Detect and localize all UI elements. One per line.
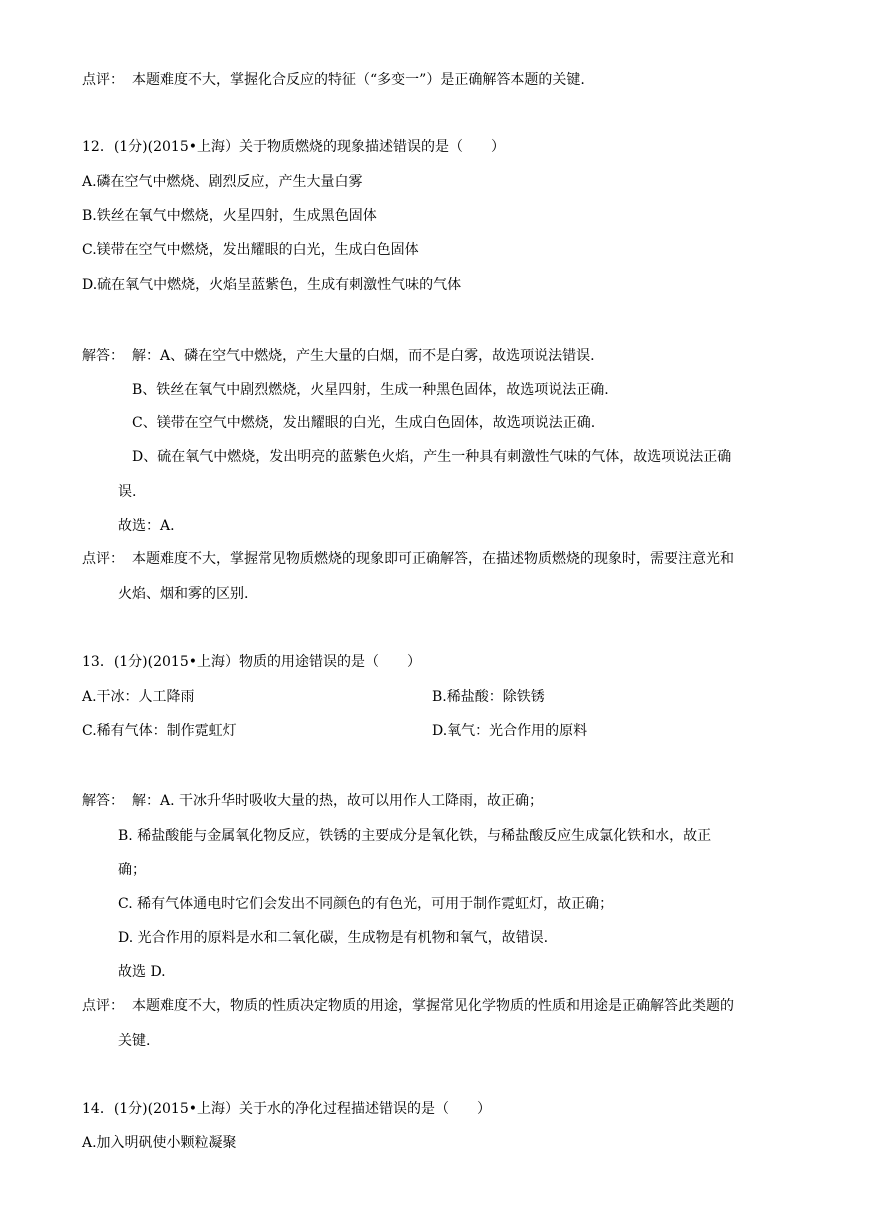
question-12-stem: 12．(1分)(2015•上海）关于物质燃烧的现象描述错误的是（ ） [82,139,505,155]
q12-comment-line: 火焰、烟和雾的区别. [118,586,249,602]
q13-answer-line: B. 稀盐酸能与金属氧化物反应，铁锈的主要成分是氧化铁，与稀盐酸反应生成氯化铁和水，故正 [118,828,712,844]
q13-answer-label: 解答： [82,793,124,809]
q12-option-c: C.镁带在空气中燃烧，发出耀眼的白光，生成白色固体 [82,242,419,258]
comment-text: 本题难度不大，掌握化合反应的特征（“多变一”）是正确解答本题的关键. [132,72,585,88]
q13-answer-line: 解：A. 干冰升华时吸收大量的热，故可以用作人工降雨，故正确； [132,793,544,809]
q13-option-b: B.稀盐酸：除铁锈 [432,689,545,705]
q13-answer-line: 确； [118,862,146,878]
q12-option-b: B.铁丝在氧气中燃烧，火星四射，生成黑色固体 [82,208,377,224]
q13-answer-line: C. 稀有气体通电时它们会发出不同颜色的有色光，可用于制作霓虹灯，故正确； [118,896,614,912]
q12-answer-choice: 故选：A. [118,518,175,534]
question-14-stem: 14．(1分)(2015•上海）关于水的净化过程描述错误的是（ ） [82,1101,491,1117]
q12-comment-line: 本题难度不大，掌握常见物质燃烧的现象即可正确解答，在描述物质燃烧的现象时，需要注意光和 [132,551,734,567]
q12-answer-line: 误. [118,484,137,500]
q13-comment-line: 关键. [118,1033,151,1049]
question-13-stem: 13．(1分)(2015•上海）物质的用途错误的是（ ） [82,654,421,670]
q14-option-a: A.加入明矾使小颗粒凝聚 [82,1135,237,1151]
q12-answer-label: 解答： [82,348,124,364]
q13-option-d: D.氧气：光合作用的原料 [432,723,588,739]
q12-answer-line: D、硫在氧气中燃烧，发出明亮的蓝紫色火焰，产生一种具有刺激性气味的气体，故选项说法正确 [132,449,732,465]
q13-comment-label: 点评： [82,998,124,1014]
q13-option-c: C.稀有气体：制作霓虹灯 [82,723,237,739]
q13-answer-choice: 故选 D. [118,964,166,980]
q12-option-a: A.磷在空气中燃烧、剧烈反应，产生大量白雾 [82,174,363,190]
q12-answer-line: B、铁丝在氧气中剧烈燃烧，火星四射，生成一种黑色固体，故选项说法正确. [132,382,609,398]
q13-comment-line: 本题难度不大，物质的性质决定物质的用途，掌握常见化学物质的性质和用途是正确解答此类题的 [132,998,734,1014]
q12-answer-line: 解：A、磷在空气中燃烧，产生大量的白烟，而不是白雾，故选项说法错误. [132,348,595,364]
q12-answer-line: C、镁带在空气中燃烧，发出耀眼的白光，生成白色固体，故选项说法正确. [132,415,596,431]
q13-option-a: A.干冰：人工降雨 [82,689,195,705]
comment-label: 点评： [82,72,124,88]
q13-answer-line: D. 光合作用的原料是水和二氧化碳，生成物是有机物和氧气，故错误. [118,930,549,946]
q12-option-d: D.硫在氧气中燃烧，火焰呈蓝紫色，生成有刺激性气味的气体 [82,277,462,293]
q12-comment-label: 点评： [82,551,124,567]
